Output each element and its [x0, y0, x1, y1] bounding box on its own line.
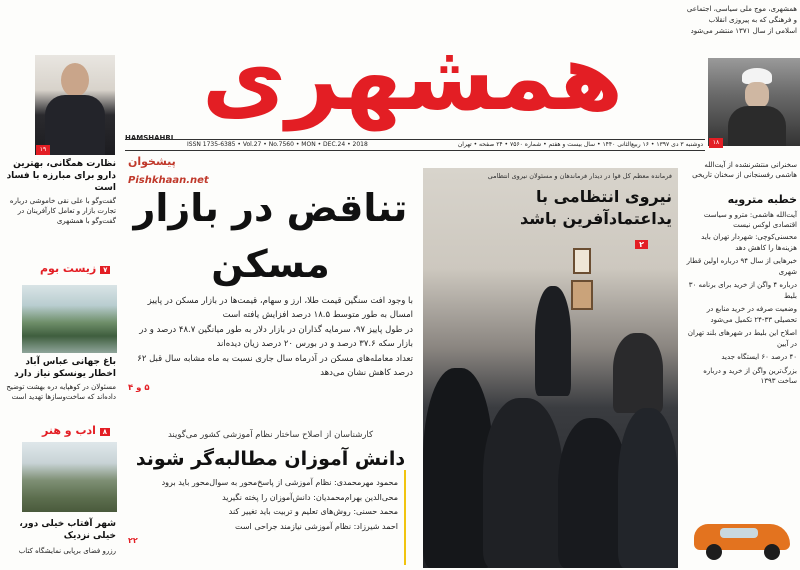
lake-photo [22, 285, 117, 353]
list-item: محمد حسنی: روش‌های تعلیم و تربیت باید تغییر کند [228, 507, 398, 516]
page-ref: ۵ و ۴ [128, 383, 150, 393]
portrait-text: گفت‌وگو با علی نقی خاموشی درباره تجارت بازار و تعامل کارآفرینان در گفت‌وگو با همشهری [9, 197, 116, 225]
issue-info-bar [125, 139, 705, 151]
issue-info-latin: ISSN 1735-6385 • Vol.27 • No.7560 • MON • DEC.24 • 2018 [187, 141, 368, 148]
list-item: محی‌الدین بهرام‌محمدیان: دانش‌آموزان را پخته نگیرید [222, 492, 398, 502]
wall-frame-calligraphy [573, 248, 591, 274]
housing-bullets [128, 295, 413, 398]
page-ref: ۲۲ [128, 536, 138, 545]
list-item: احمد شیرزاد: نظام آموزشی نیازمند جراحی است [235, 521, 398, 531]
list-item: وضعیت صرفه در خرید منابع در تحصیلی ۳۳-۲۴ تکمیل می‌شود [706, 305, 797, 324]
list-item: اصلاح این بلیط در شهرهای بلند تهران در آیین [687, 329, 797, 348]
car-wheel [764, 544, 780, 560]
list-item: محمود مهرمحمدی: نظام آموزشی از پاسخ‌محور به سوال‌محور باید برود [161, 478, 398, 487]
face-shape [745, 82, 769, 108]
teachers-kicker: کارشناسان از اصلاح ساختار نظام آموزشی کشور می‌گویند [167, 430, 374, 440]
metro-sermon-text: آیت‌الله هاشمی: مترو و سیاست اقتصادی لوکس نیست [703, 211, 797, 229]
audience-figure [618, 408, 678, 568]
bullet-item: تعداد معامله‌های مسکن در آذرماه سال جاری نسبت به ماه مشابه سال قبل ۶۲ درصد کاهش نشان می‌دهد [137, 354, 413, 378]
park-text: رزرو فضای برپایی نمایشگاه کتاب [18, 547, 116, 555]
left-column [0, 0, 118, 570]
park-headline[interactable]: شهر آفتاب خیلی دور، خیلی نزدیک [19, 519, 116, 541]
list-item: بزرگ‌ترین واگن از خرید و درباره ساخت ۱۳۹۳ [703, 366, 797, 385]
cleric-photo [708, 58, 800, 146]
section-label: زیست بوم [40, 262, 97, 275]
park-photo [22, 442, 117, 512]
main-photo-caption: فرمانده معظم کل قوا در دیدار فرماندهان و مسئولان نیروی انتظامی [487, 172, 672, 180]
cleric-lead-text: سخنرانی منتشرنشده از آیت‌الله هاشمی رفسنجانی از سخنان تاریخی [692, 161, 797, 179]
accent-rule [404, 470, 406, 565]
issue-info-persian: دوشنبه ۳ دی ۱۳۹۷ • ۱۶ ربیع‌الثانی ۱۴۴۰ • سال بیست و هفتم • شماره ۷۵۶۰ • ۲۴ صفحه • تهران [457, 141, 703, 148]
page-ref: ۲ [635, 240, 648, 249]
audience-figure [483, 398, 563, 568]
leader-figure [613, 333, 663, 413]
metro-sermon-headline[interactable]: خطبه مترویه [727, 193, 797, 206]
portrait-head-shape [61, 63, 89, 97]
wall-frame-portrait [571, 280, 593, 310]
lake-headline[interactable]: باغ جهانی عباس آباد اخطار یونسکو نیاز دارد [14, 357, 116, 379]
section-tag-environment[interactable] [40, 262, 110, 275]
portrait-body-shape [45, 95, 105, 155]
pishkhaan-en: Pishkhaan.net [128, 175, 209, 186]
robe-shape [728, 106, 786, 146]
latin-name: HAMSHAHRI [125, 134, 174, 142]
teachers-headline[interactable]: دانش آموزان مطالبه‌گر شوند [135, 448, 406, 470]
orange-car-illustration [690, 510, 795, 565]
list-item: خبرهایی از سال ۹۴ درباره اولین قطار شهری [686, 257, 797, 276]
car-window [720, 528, 758, 538]
masthead [125, 0, 700, 140]
masthead-tagline: همشهری، موج ملی سیاسی، اجتماعی و فرهنگی که به پیروزی انقلاب اسلامی از سال ۱۳۷۱ منتشر می‌شود [686, 5, 797, 35]
bullet-item: با وجود افت سنگین قیمت طلا، ارز و سهام، قیمت‌ها در بازار مسکن در پاییز امسال به طور متوسط ۱۸.۵ درصد افزایش یافته است [147, 296, 413, 320]
right-column [683, 0, 800, 570]
teachers-list [128, 476, 398, 549]
speaker-figure [535, 286, 571, 396]
main-photo[interactable] [423, 168, 678, 568]
portrait-photo [35, 55, 115, 155]
right-list [685, 232, 797, 390]
list-item: درباره ۴ واگن از خرید برای برنامه ۳۰ بلیط [688, 281, 797, 300]
bullet-item: در طول پاییز ۹۷، سرمایه گذاران در بازار دلار به طور میانگین ۴۸.۷ درصد و در بازار سکه ۳۷.۶ درصد و در بورس ۲۰ درصد زیان دیده‌اند [139, 325, 413, 349]
page-number-badge: ۱۹ [36, 145, 50, 155]
page-number-badge: ۱۸ [709, 138, 723, 148]
section-tag-literature[interactable] [42, 424, 110, 437]
section-label: ادب و هنر [42, 424, 96, 437]
pishkhaan-fa: پیشخوان [128, 155, 176, 168]
lake-text: مسئولان در کوهپایه دره بهشت توضیح داده‌اند که ساخت‌وسازها تهدید است [6, 383, 116, 401]
section-num: ۸ [100, 428, 110, 436]
list-item: محسنی‌کوچی: شهردار تهران باید هزینه‌ها را کاهش دهد [701, 233, 797, 252]
list-item: ۴۰ درصد ۶۰ ایستگاه جدید [721, 353, 797, 361]
section-num: ۷ [100, 266, 110, 274]
main-headline[interactable]: تناقض در بازار مسکن [133, 186, 408, 286]
car-wheel [706, 544, 722, 560]
portrait-headline[interactable]: نظارت همگانی، بهترین دارو برای مبارزه با فساد است [6, 159, 116, 193]
main-photo-headline[interactable]: نیروی انتظامی با یداعتمادآفرین باشد [519, 187, 672, 228]
newspaper-logo[interactable]: همشهری [201, 24, 624, 131]
